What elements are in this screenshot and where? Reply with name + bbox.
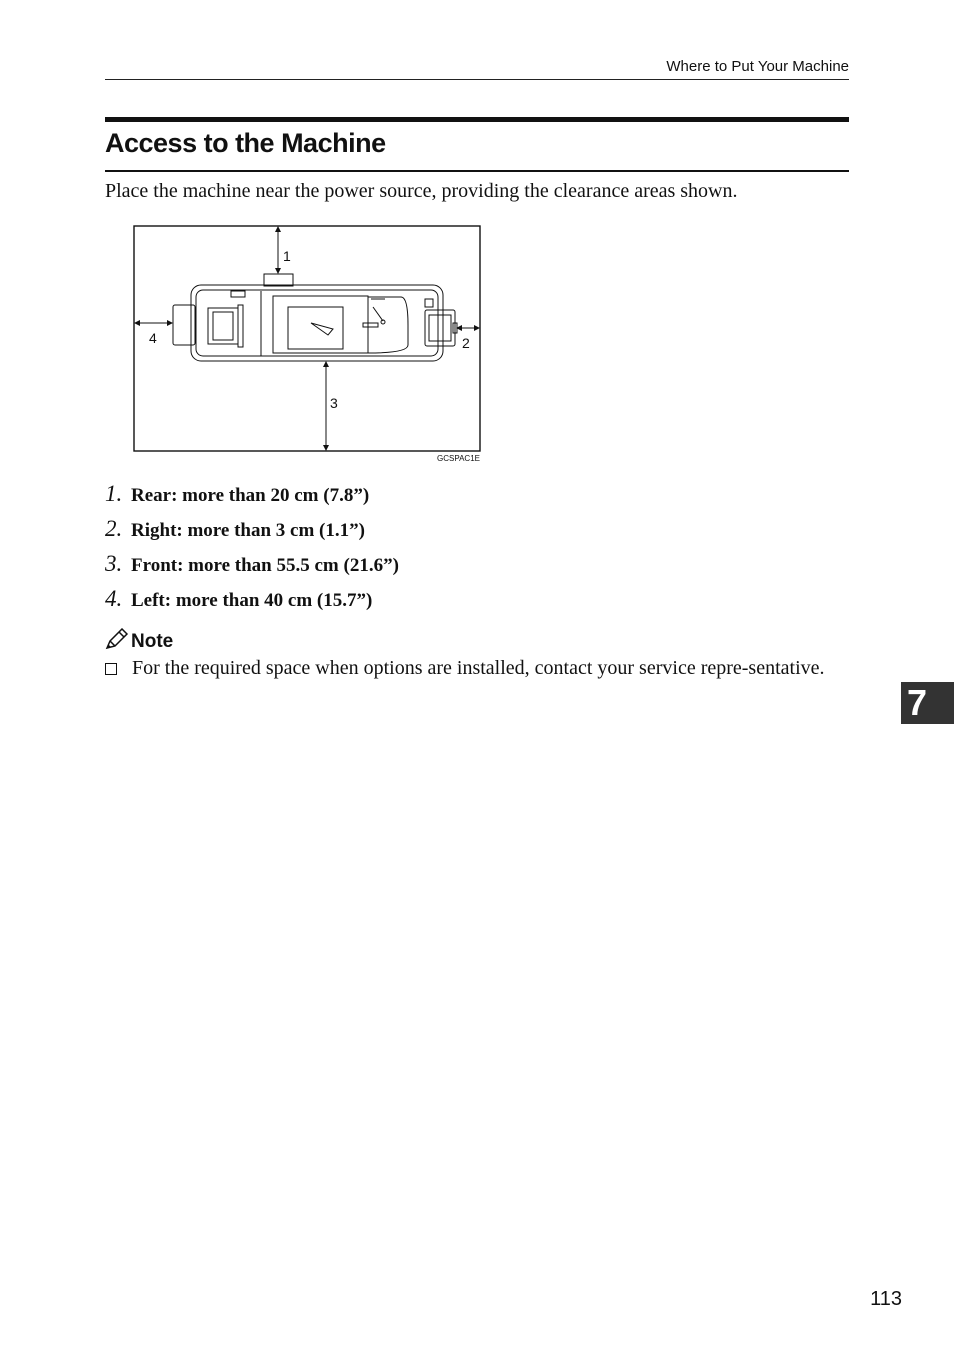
running-header: Where to Put Your Machine	[666, 58, 849, 75]
list-item	[105, 551, 399, 586]
callout-2: 2	[462, 335, 470, 351]
pencil-icon	[105, 628, 129, 655]
callout-3: 3	[330, 395, 338, 411]
item-number: 4.	[105, 586, 123, 611]
note-heading	[105, 628, 173, 655]
header-rule	[105, 79, 849, 80]
item-text: Right: more than 3 cm (1.1”)	[131, 520, 365, 541]
note-text: For the required space when options are installed, contact your service repre-sentative.	[132, 657, 825, 679]
page-number: 113	[870, 1288, 902, 1310]
intro-paragraph: Place the machine near the power source, providing the clearance areas shown.	[105, 180, 738, 202]
item-number: 1.	[105, 481, 123, 506]
item-text: Rear: more than 20 cm (7.8”)	[131, 485, 370, 506]
callout-1: 1	[283, 248, 291, 264]
note-item	[105, 656, 850, 680]
clearance-list	[105, 481, 399, 621]
item-text: Front: more than 55.5 cm (21.6”)	[131, 555, 399, 576]
list-item	[105, 481, 399, 516]
item-number: 2.	[105, 516, 123, 541]
list-item	[105, 586, 399, 621]
clearance-diagram	[133, 225, 481, 452]
section-title: Access to the Machine	[105, 128, 386, 158]
callout-4: 4	[149, 330, 157, 346]
title-rule-top	[105, 117, 849, 122]
checkbox-icon	[105, 663, 117, 675]
chapter-tab: 7	[901, 682, 954, 724]
item-text: Left: more than 40 cm (15.7”)	[131, 590, 373, 611]
figure-code: GCSPAC1E	[437, 454, 480, 463]
item-number: 3.	[105, 551, 123, 576]
list-item	[105, 516, 399, 551]
note-label: Note	[131, 630, 174, 652]
diagram-frame	[134, 226, 480, 451]
title-rule-bottom	[105, 170, 849, 172]
